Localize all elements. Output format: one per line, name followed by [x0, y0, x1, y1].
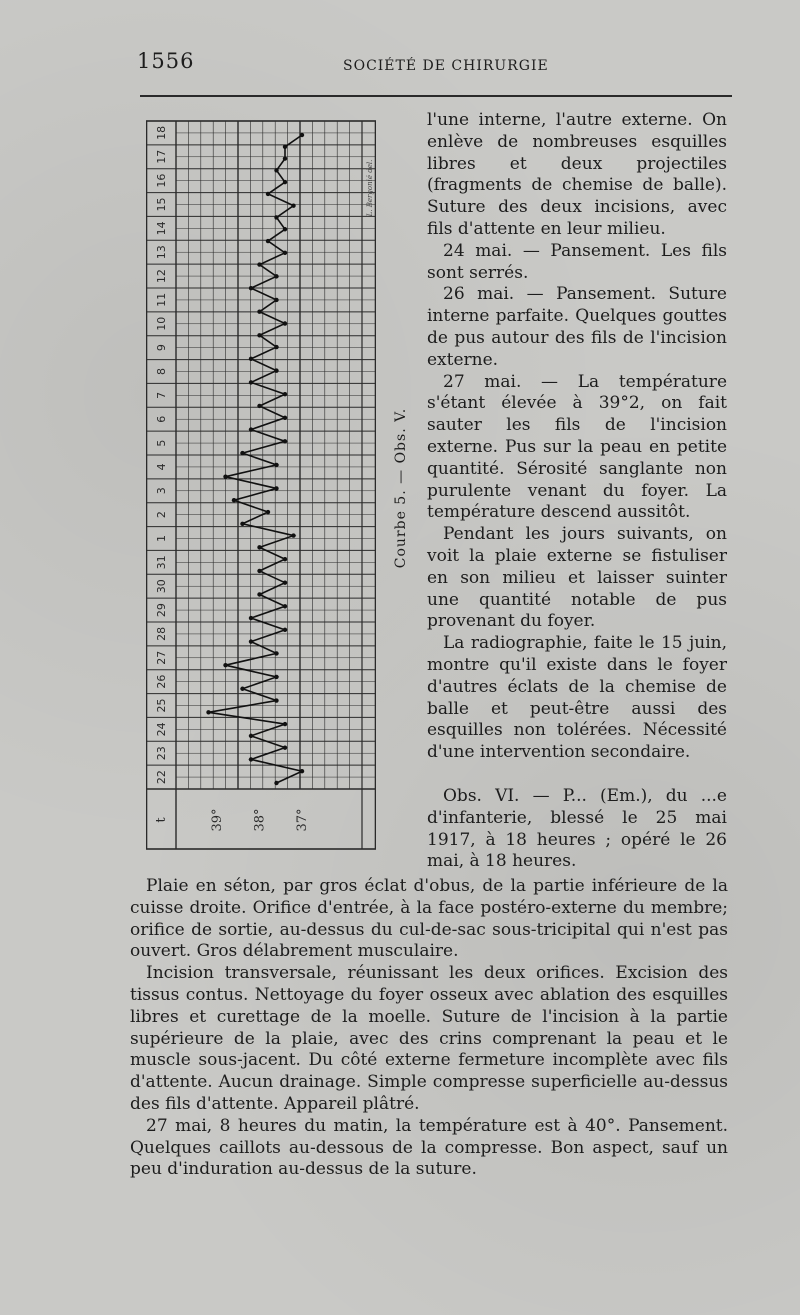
- temperature-point: [274, 651, 278, 655]
- temperature-point: [274, 675, 278, 679]
- temperature-point: [232, 498, 236, 502]
- temp-tick-label: 39°: [210, 808, 225, 832]
- day-tick-label: 16: [155, 173, 168, 188]
- temperature-point: [274, 781, 278, 785]
- temperature-point: [283, 145, 287, 149]
- temperature-point: [266, 239, 270, 243]
- temperature-point: [283, 628, 287, 632]
- observation-heading: Obs. VI. — P... (Em.), du ...e d'infanterie, blessé le 25 mai 1917, à 18 heures ; opéré le 26 mai, à 18 heures.: [427, 785, 727, 872]
- day-tick-label: 7: [155, 391, 168, 399]
- day-tick-label: 30: [155, 579, 168, 594]
- day-tick-label: 27: [155, 650, 168, 665]
- temperature-point: [257, 310, 261, 314]
- temperature-point: [206, 710, 210, 714]
- day-tick-label: 11: [155, 292, 168, 307]
- header-rule: [140, 95, 732, 97]
- day-tick-label: 9: [155, 344, 168, 352]
- temperature-point: [274, 368, 278, 372]
- body-text: [130, 876, 728, 1181]
- day-tick-label: 8: [155, 368, 168, 375]
- column-paragraph: l'une interne, l'autre externe. On enlève de nombreuses esquilles libres et deux projectiles (fragments de chemise de balle). Suture des deux incisions, avec fils d'attente en leur milieu.: [427, 110, 727, 239]
- temperature-point: [283, 604, 287, 608]
- temperature-point: [249, 357, 253, 361]
- figure-caption: Courbe 5. — Obs. V.: [393, 407, 409, 569]
- temperature-point: [249, 639, 253, 643]
- day-tick-label: 23: [155, 746, 168, 761]
- temperature-point: [274, 274, 278, 278]
- day-tick-label: 25: [155, 698, 168, 713]
- day-tick-label: 31: [155, 555, 168, 570]
- day-tick-label: 22: [155, 770, 168, 785]
- temperature-chart-svg: [146, 119, 376, 859]
- temperature-point: [257, 333, 261, 337]
- temperature-point: [274, 215, 278, 219]
- temperature-point: [249, 616, 253, 620]
- temperature-point: [257, 545, 261, 549]
- temperature-point: [274, 463, 278, 467]
- temperature-point: [249, 286, 253, 290]
- artist-signature: L. Bergonié del.: [366, 159, 374, 217]
- temperature-point: [240, 522, 244, 526]
- day-tick-label: 13: [155, 245, 168, 260]
- temperature-point: [257, 262, 261, 266]
- temperature-point: [274, 298, 278, 302]
- temperature-point: [240, 687, 244, 691]
- day-tick-label: 1: [155, 535, 168, 542]
- temperature-point: [300, 769, 304, 773]
- temperature-point: [257, 404, 261, 408]
- temperature-point: [283, 180, 287, 184]
- day-tick-label: 18: [155, 125, 168, 140]
- temperature-point: [291, 533, 295, 537]
- corner-mark: t: [154, 817, 169, 823]
- temperature-point: [300, 133, 304, 137]
- temperature-point: [249, 380, 253, 384]
- temperature-point: [257, 592, 261, 596]
- temperature-chart: [146, 119, 376, 859]
- day-tick-label: 28: [155, 626, 168, 641]
- running-title: SOCIÉTÉ DE CHIRURGIE: [343, 58, 549, 74]
- day-tick-label: 29: [155, 603, 168, 618]
- temp-tick-label: 38°: [252, 808, 268, 832]
- temperature-curve-line: [209, 135, 303, 783]
- temperature-point: [223, 663, 227, 667]
- body-paragraph: Incision transversale, réunissant les deux orifices. Excision des tissus contus. Nettoyage du foyer osseux avec ablation des esquilles libres et curettage de la moelle. Suture de l'incision à la partie supérieure de la plaie, avec des crins comprenant la peau et le muscle sous-jacent. Du côté externe fermeture incomplète avec fils d'attente. Aucun drainage. Simple compresse superficielle au-dessus des fils d'attente. Appareil plâtré.: [130, 963, 728, 1114]
- temperature-point: [283, 557, 287, 561]
- temperature-point: [257, 569, 261, 573]
- temperature-point: [223, 474, 227, 478]
- temperature-point: [291, 203, 295, 207]
- column-paragraph: 27 mai. — La température s'étant élevée à 39°2, on fait sauter les fils de l'incision externe. Pus sur la peau en petite quantité. Sérosité sanglante non purulente venant du foyer. La température descend aussitôt.: [427, 371, 727, 523]
- temperature-point: [274, 345, 278, 349]
- page-number: 1556: [137, 49, 195, 73]
- body-paragraph: 27 mai, 8 heures du matin, la température est à 40°. Pansement. Quelques caillots au-dessous de la compresse. Bon aspect, sauf un peu d'induration au-dessus de la suture.: [130, 1115, 728, 1180]
- day-tick-label: 6: [155, 415, 168, 423]
- day-tick-label: 5: [155, 439, 168, 447]
- temp-tick-label: 37°: [295, 808, 310, 832]
- day-tick-label: 17: [155, 149, 168, 164]
- temperature-point: [283, 439, 287, 443]
- temperature-point: [274, 168, 278, 172]
- temperature-point: [283, 156, 287, 160]
- day-tick-label: 2: [155, 511, 168, 519]
- temperature-point: [283, 745, 287, 749]
- temperature-point: [283, 227, 287, 231]
- column-paragraph: Pendant les jours suivants, on voit la plaie externe se fistuliser en son milieu et laisser suinter une quantité notable de pus provenant du foyer.: [427, 524, 727, 632]
- temperature-point: [240, 451, 244, 455]
- day-tick-label: 24: [155, 722, 168, 737]
- day-tick-label: 12: [155, 269, 168, 284]
- day-tick-label: 10: [155, 316, 168, 331]
- day-tick-label: 3: [155, 487, 168, 495]
- temperature-point: [283, 416, 287, 420]
- day-tick-label: 15: [155, 197, 168, 212]
- temperature-point: [283, 321, 287, 325]
- temperature-point: [283, 722, 287, 726]
- temperature-point: [249, 757, 253, 761]
- temperature-point: [283, 392, 287, 396]
- temperature-point: [283, 581, 287, 585]
- day-tick-label: 14: [155, 221, 168, 236]
- temperature-point: [283, 251, 287, 255]
- temperature-point: [266, 510, 270, 514]
- day-tick-label: 26: [155, 674, 168, 689]
- temperature-point: [266, 192, 270, 196]
- day-tick-label: 4: [155, 463, 168, 471]
- body-paragraph: Plaie en séton, par gros éclat d'obus, de la partie inférieure de la cuisse droite. Orifice d'entrée, à la face postéro-externe du membre; orifice de sortie, au-dessus du cul-de-sac sous-tricipital qui n'est pas ouvert. Gros délabrement musculaire.: [130, 876, 728, 962]
- column-paragraph: La radiographie, faite le 15 juin, montre qu'il existe dans le foyer d'autres éclats de la chemise de balle et peut-être aussi des esquilles non tolérées. Nécessité d'une intervention secondaire.: [427, 633, 727, 763]
- temperature-point: [249, 427, 253, 431]
- temperature-point: [249, 734, 253, 738]
- column-paragraph: 26 mai. — Pansement. Suture interne parfaite. Quelques gouttes de pus autour des fils de l'incision externe.: [427, 284, 727, 370]
- column-text: [427, 110, 727, 873]
- column-paragraph: 24 mai. — Pansement. Les fils sont serrés.: [427, 240, 727, 283]
- temperature-point: [274, 698, 278, 702]
- temperature-point: [274, 486, 278, 490]
